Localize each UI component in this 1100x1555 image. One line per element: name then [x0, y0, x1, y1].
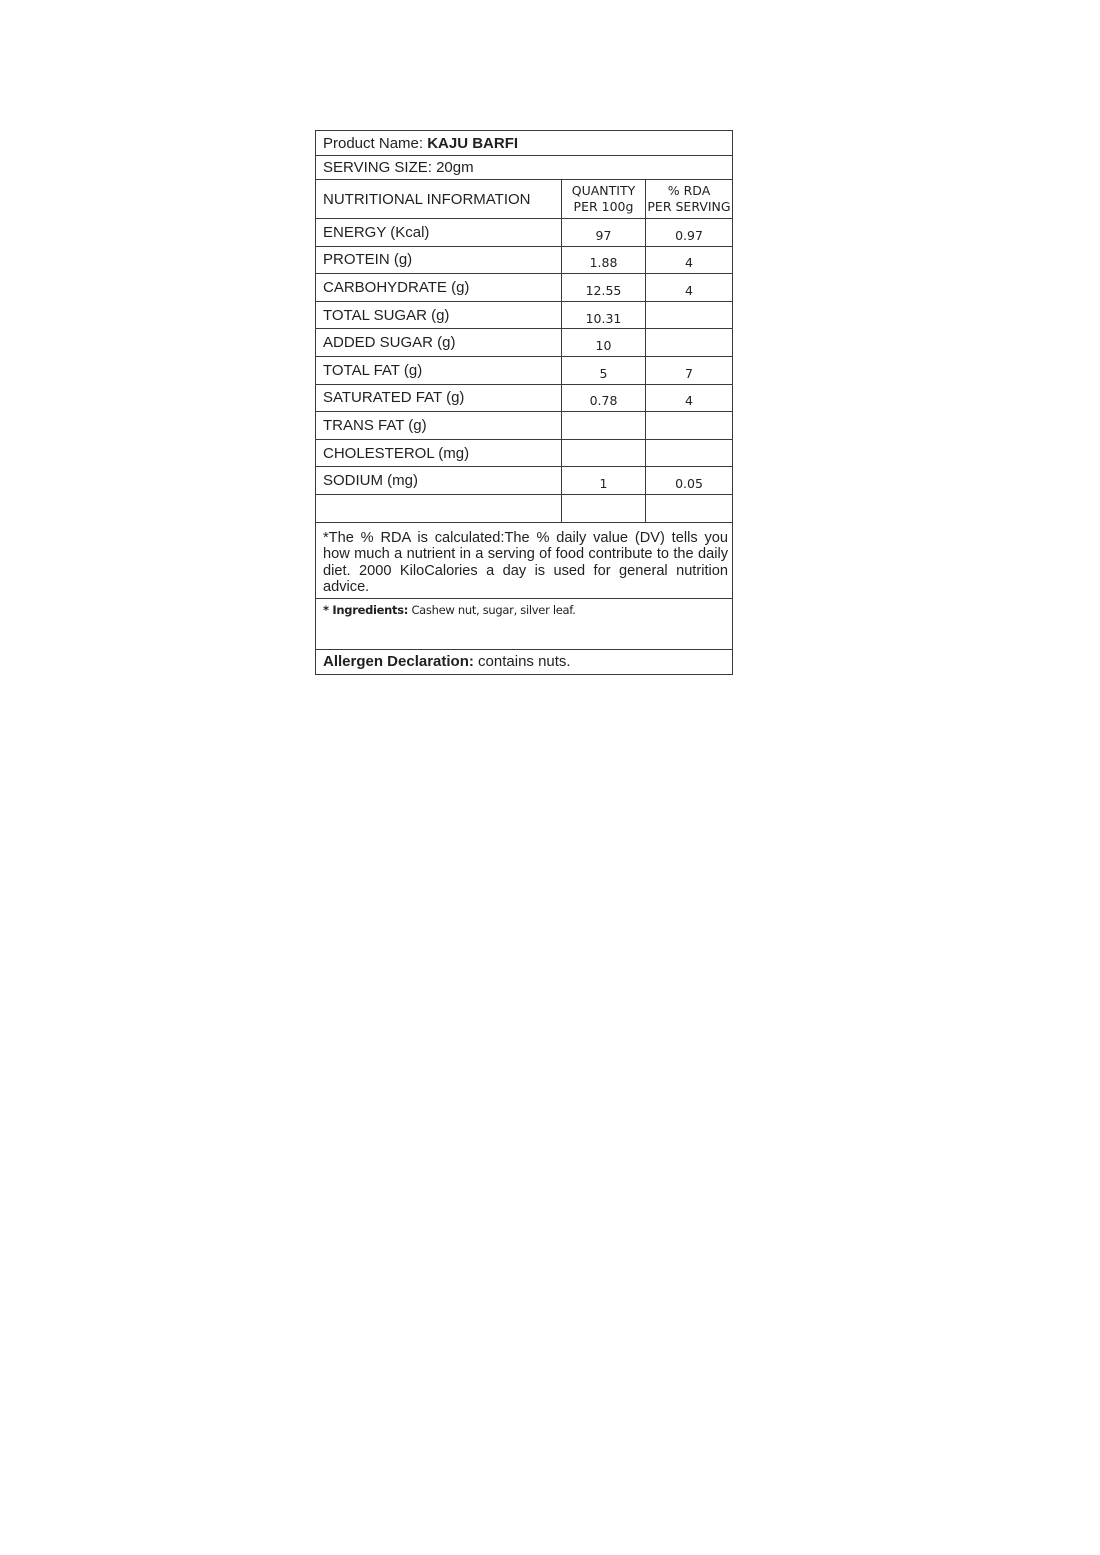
ingredients-label: * Ingredients: — [323, 602, 409, 617]
nutrient-name: CARBOHYDRATE (g) — [323, 278, 470, 296]
nutrient-rda — [645, 274, 732, 301]
table-row — [316, 495, 732, 523]
header-quantity-line2: PER 100g — [573, 199, 634, 214]
table-header — [316, 180, 732, 219]
allergen-row — [316, 650, 732, 674]
serving-size: SERVING SIZE: 20gm — [323, 159, 474, 176]
header-rda-line2: PER SERVING — [647, 199, 731, 214]
table-row — [316, 302, 732, 330]
nutrient-rda-value: 7 — [685, 365, 693, 381]
product-name-value: KAJU BARFI — [427, 134, 519, 152]
table-row — [316, 467, 732, 495]
rda-note: *The % RDA is calculated:The % daily value (DV) tells you how much a nutrient in a serving of food contribute to the daily diet. 2000 KiloCalories a day is used for general nutrition advice. — [316, 523, 732, 599]
nutrient-quantity-value: 5 — [599, 365, 608, 381]
nutrient-quantity-value: 97 — [595, 227, 612, 243]
table-row — [316, 440, 732, 468]
ingredients-value: Cashew nut, sugar, silver leaf. — [411, 602, 576, 617]
header-nutrition-label: NUTRITIONAL INFORMATION — [323, 190, 531, 208]
nutrient-quantity — [561, 412, 645, 439]
nutrient-rda-value: 4 — [685, 282, 693, 298]
ingredients-row — [316, 599, 732, 650]
nutrient-rda — [645, 357, 732, 384]
nutrient-quantity — [561, 440, 645, 467]
nutrient-quantity — [561, 219, 645, 246]
nutrient-rda — [645, 247, 732, 274]
nutrient-rda-value: 0.97 — [675, 227, 703, 243]
nutrient-quantity-value: 1 — [599, 476, 608, 492]
table-row — [316, 329, 732, 357]
nutrient-rda — [645, 219, 732, 246]
allergen-declaration — [316, 650, 571, 674]
nutrient-name: PROTEIN (g) — [323, 251, 413, 269]
nutrient-rda-value: 0.05 — [675, 476, 703, 492]
nutrient-rda — [645, 495, 732, 522]
product-name-row — [316, 131, 732, 156]
allergen-label: Allergen Declaration: — [323, 653, 474, 671]
nutrient-quantity-value: 10.31 — [585, 310, 622, 326]
nutrient-quantity — [561, 274, 645, 301]
nutrient-quantity-value: 1.88 — [589, 255, 618, 271]
nutrient-quantity — [561, 302, 645, 329]
nutrient-rda — [645, 329, 732, 356]
nutrient-quantity — [561, 329, 645, 356]
table-row — [316, 219, 732, 247]
nutrient-rda — [645, 302, 732, 329]
nutrition-label — [315, 130, 733, 675]
nutrient-quantity-value: 12.55 — [585, 282, 622, 298]
nutrient-name — [316, 495, 561, 522]
nutrient-name: SODIUM (mg) — [323, 472, 418, 490]
nutrient-quantity-value: 10 — [595, 338, 612, 354]
nutrient-rda-value: 4 — [685, 255, 693, 271]
nutrient-name: CHOLESTEROL (mg) — [323, 444, 470, 462]
table-row — [316, 385, 732, 413]
table-row — [316, 357, 732, 385]
nutrient-quantity — [561, 385, 645, 412]
nutrient-name: TRANS FAT (g) — [323, 416, 427, 434]
nutrient-rda — [645, 440, 732, 467]
table-row — [316, 247, 732, 275]
nutrient-name: SATURATED FAT (g) — [323, 389, 465, 407]
allergen-value: contains nuts. — [478, 653, 571, 671]
nutrient-quantity — [561, 495, 645, 522]
nutrient-name: ENERGY (Kcal) — [323, 223, 430, 241]
product-name — [316, 131, 518, 155]
product-name-label: Product Name: — [323, 134, 424, 152]
table-row — [316, 274, 732, 302]
nutrient-quantity — [561, 357, 645, 384]
nutrient-rda — [645, 385, 732, 412]
nutrient-rda — [645, 467, 732, 494]
header-rda-line1: % RDA — [667, 183, 711, 198]
header-quantity — [561, 180, 645, 218]
nutrient-name: TOTAL FAT (g) — [323, 361, 423, 379]
nutrient-quantity — [561, 247, 645, 274]
nutrient-name: ADDED SUGAR (g) — [323, 334, 456, 352]
nutrient-quantity — [561, 467, 645, 494]
nutrient-rda — [645, 412, 732, 439]
nutrient-name: TOTAL SUGAR (g) — [323, 306, 450, 324]
header-rda — [645, 180, 732, 218]
nutrient-rda-value: 4 — [685, 393, 693, 409]
serving-size-row — [316, 156, 732, 180]
nutrient-quantity-value: 0.78 — [589, 393, 618, 409]
header-quantity-line1: QUANTITY — [571, 183, 636, 198]
table-row — [316, 412, 732, 440]
